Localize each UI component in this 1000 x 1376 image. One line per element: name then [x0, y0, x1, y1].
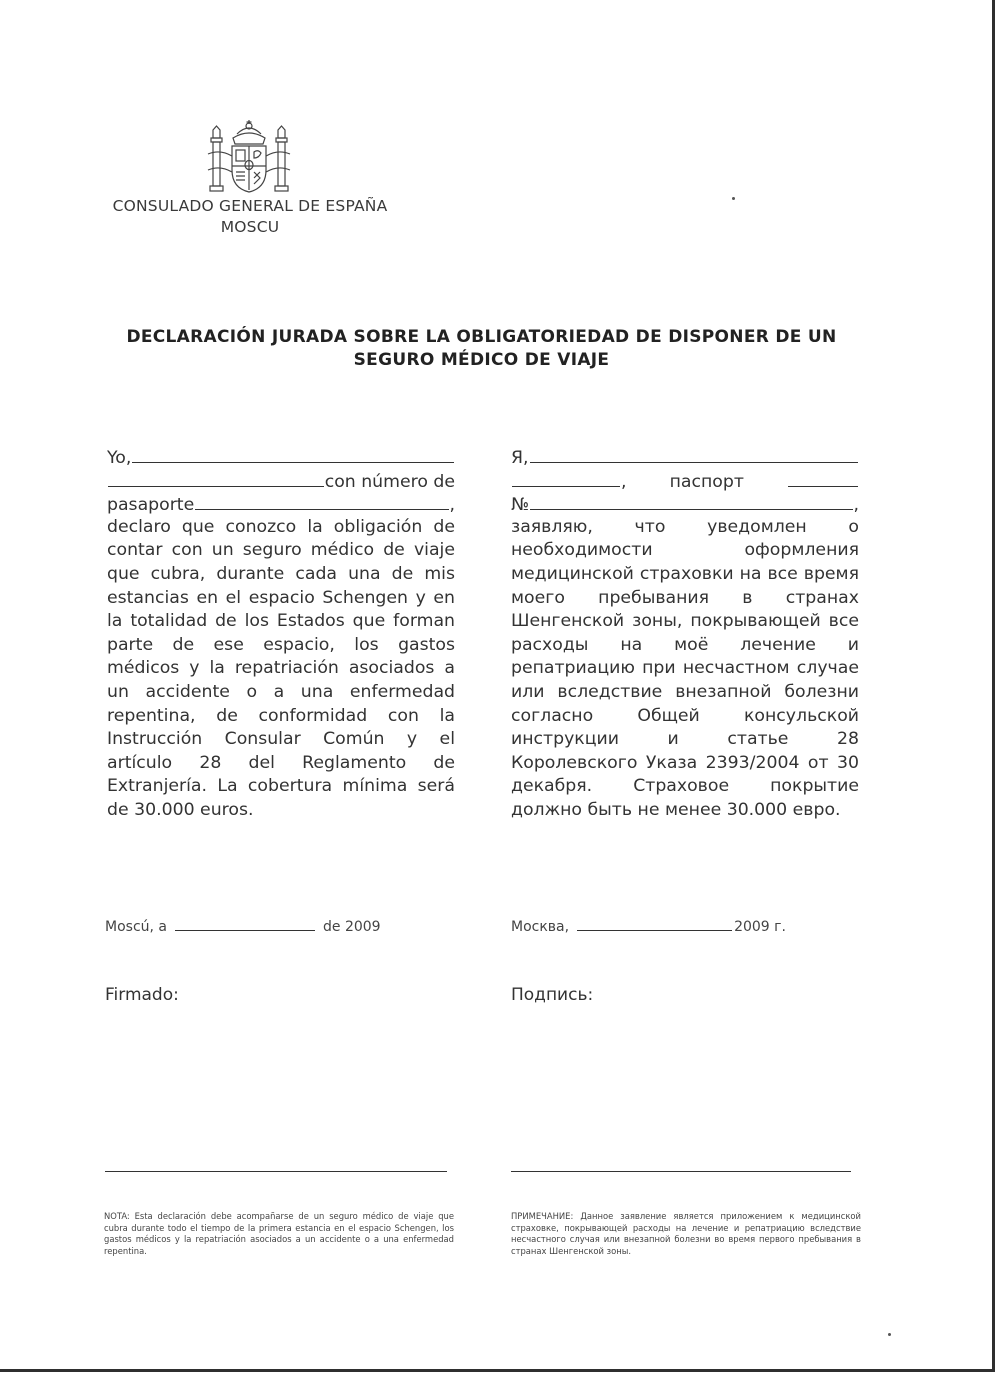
comma: ,	[853, 495, 859, 516]
passport-line-ru	[511, 469, 859, 493]
passport-number-label: con número de	[324, 471, 455, 492]
scan-speck	[732, 197, 735, 200]
footnote-es: NOTA: Esta declaración debe acompañarse de un seguro médico de viaje que cubra durante todo el tiempo de la primera estancia en el espacio Schengen, los gastos médicos y la repatriación asociados a un accidente o a una enfermedad repentina.	[104, 1211, 454, 1256]
comma: ,	[449, 495, 455, 516]
consulate-header	[95, 196, 405, 238]
consulate-name: CONSULADO GENERAL DE ESPAÑA	[112, 197, 388, 215]
russian-column	[511, 445, 859, 823]
title-line-2: SEGURO MÉDICO DE VIAJE	[353, 350, 610, 370]
passport-field[interactable]	[195, 492, 448, 510]
signature-field-ru[interactable]	[511, 1171, 851, 1172]
footnote-ru: ПРИМЕЧАНИЕ: Данное заявление является приложением к медицинской страховке, покрывающей расходы на лечение и репатриацию вследствие несчастного случая или внезапной болезни во время первого пребывания в странах Шенгенской зоны.	[511, 1211, 861, 1256]
declaration-text-es: declaro que conozco la obligación de contar con un seguro médico de viaje que cubra, durante cada una de mis estancias en el espacio Schengen y en la totalidad de los Estados que forman parte de ese espacio, los gastos médicos y la repatriación asociados a un accidente o a una enfermedad repentina, de conformidad con la Instrucción Consular Común y el artículo 28 del Reglamento de Extranjería. La cobertura mínima será de 30.000 euros.	[107, 516, 455, 820]
passport-field-ru[interactable]	[788, 469, 858, 487]
spanish-column	[107, 445, 455, 823]
date-line-ru	[511, 918, 786, 935]
date-line-es	[105, 918, 381, 935]
signature-label-ru: Подпись:	[511, 985, 594, 1005]
name-field-ru[interactable]	[530, 445, 858, 463]
date-field-ru[interactable]	[577, 918, 732, 931]
name-continuation-line	[107, 469, 455, 493]
name-field-continued[interactable]	[108, 469, 324, 487]
document-title	[100, 326, 863, 372]
consulate-city: MOSCU	[220, 218, 280, 236]
date-prefix-ru: Москва,	[511, 919, 570, 935]
name-field-ru-continued[interactable]	[512, 469, 620, 487]
name-line-ru	[511, 445, 859, 469]
ya-label: Я,	[511, 448, 529, 468]
number-field-ru[interactable]	[530, 492, 853, 510]
number-label-ru: №	[511, 495, 529, 516]
coat-of-arms-icon	[205, 118, 293, 196]
date-suffix-ru: 2009 г.	[734, 919, 786, 935]
signature-label-es: Firmado:	[105, 985, 179, 1005]
declaration-text-ru: заявляю, что уведомлен о необходимости оформления медицинской страховки на все время моего пребывания в странах Шенгенской зоны, покрывающей все расходы на моё лечение и репатриацию при несчастном случае или вследствие внезапной болезни согласно Общей консульской инструкции и статье 28 Королевского Указа 2393/2004 от 30 декабря. Страховое покрытие должно быть не менее 30.000 евро.	[511, 516, 859, 820]
name-field[interactable]	[132, 445, 454, 463]
name-line	[107, 445, 455, 469]
number-line-ru	[511, 492, 859, 516]
passport-label: pasaporte	[107, 495, 195, 516]
signature-field-es[interactable]	[105, 1171, 447, 1172]
passport-line	[107, 492, 455, 516]
date-prefix-es: Moscú, a	[105, 919, 167, 935]
comma: ,	[621, 471, 627, 492]
scan-speck	[888, 1333, 891, 1336]
title-line-1: DECLARACIÓN JURADA SOBRE LA OBLIGATORIEDAD DE DISPONER DE UN	[126, 327, 837, 347]
passport-label-ru: паспорт	[669, 471, 744, 492]
yo-label: Yo,	[107, 448, 132, 468]
date-suffix-es: de 2009	[323, 919, 381, 935]
date-field-es[interactable]	[175, 918, 315, 931]
